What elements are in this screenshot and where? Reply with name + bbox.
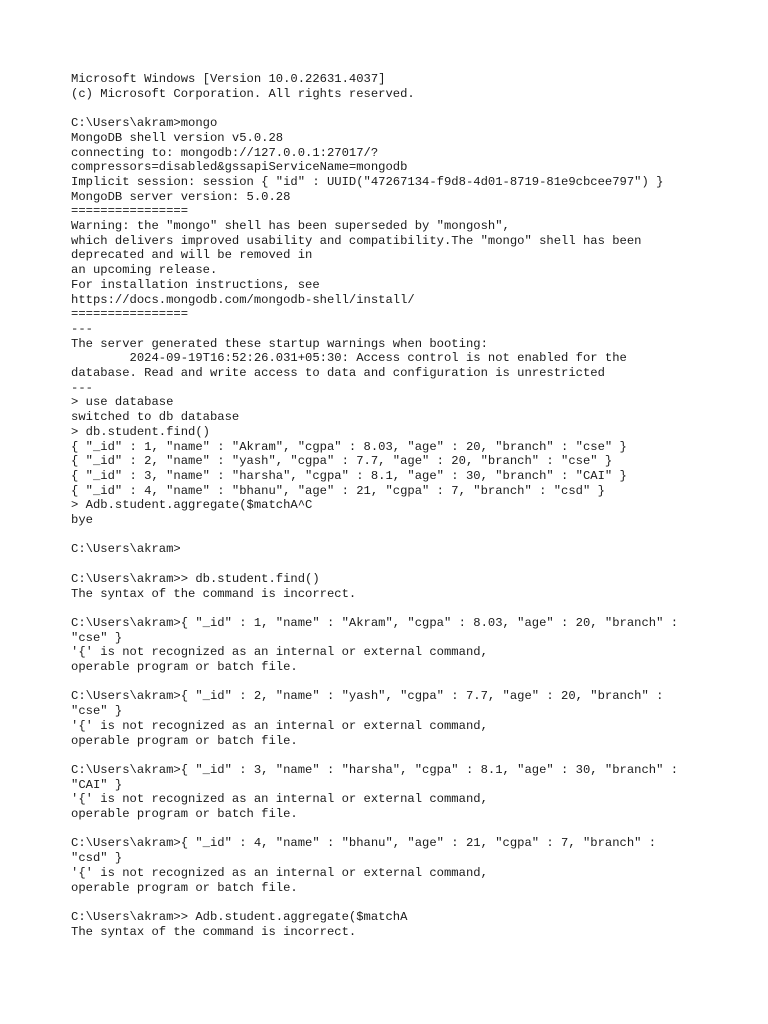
console-line: > use database bbox=[71, 395, 174, 410]
console-line: "csd" } bbox=[71, 851, 123, 866]
console-line: operable program or batch file. bbox=[71, 660, 298, 675]
console-line: { "_id" : 1, "name" : "Akram", "cgpa" : 8.03, "age" : 20, "branch" : "cse" } bbox=[71, 439, 627, 454]
console-line: '{' is not recognized as an internal or external command, bbox=[71, 792, 488, 807]
console-line: The server generated these startup warnings when booting: bbox=[71, 336, 488, 351]
console-line: C:\Users\akram> bbox=[71, 542, 181, 557]
console-line: deprecated and will be removed in bbox=[71, 248, 313, 263]
console-line: database. Read and write access to data and configuration is unrestricted bbox=[71, 366, 605, 381]
console-line: C:\Users\akram>> Adb.student.aggregate($matchA bbox=[71, 909, 408, 924]
console-line: MongoDB shell version v5.0.28 bbox=[71, 130, 284, 145]
console-line: C:\Users\akram>{ "_id" : 1, "name" : "Akram", "cgpa" : 8.03, "age" : 20, "branch" : bbox=[71, 615, 679, 630]
console-line: operable program or batch file. bbox=[71, 880, 298, 895]
console-line: bye bbox=[71, 513, 93, 528]
console-line: operable program or batch file. bbox=[71, 807, 298, 822]
console-line: --- bbox=[71, 380, 93, 395]
console-line: switched to db database bbox=[71, 410, 240, 425]
console-line: { "_id" : 3, "name" : "harsha", "cgpa" : 8.1, "age" : 30, "branch" : "CAI" } bbox=[71, 468, 627, 483]
console-line: connecting to: mongodb://127.0.0.1:27017/? bbox=[71, 145, 379, 160]
console-line: Implicit session: session { "id" : UUID("47267134-f9d8-4d01-8719-81e9cbcee797") } bbox=[71, 174, 664, 189]
console-line: compressors=disabled&gssapiServiceName=mongodb bbox=[71, 160, 408, 175]
console-line bbox=[71, 101, 731, 116]
console-line: --- bbox=[71, 321, 93, 336]
console-line bbox=[71, 601, 731, 616]
console-line: which delivers improved usability and compatibility.The "mongo" shell has been bbox=[71, 233, 642, 248]
console-line: > Adb.student.aggregate($matchA^C bbox=[71, 498, 313, 513]
console-line: > db.student.find() bbox=[71, 424, 210, 439]
console-line: C:\Users\akram>{ "_id" : 4, "name" : "bhanu", "age" : 21, "cgpa" : 7, "branch" : bbox=[71, 836, 657, 851]
console-line: { "_id" : 4, "name" : "bhanu", "age" : 21, "cgpa" : 7, "branch" : "csd" } bbox=[71, 483, 605, 498]
console-line: operable program or batch file. bbox=[71, 733, 298, 748]
console-line: '{' is not recognized as an internal or external command, bbox=[71, 645, 488, 660]
console-line: ================ bbox=[71, 307, 189, 322]
console-line: C:\Users\akram>{ "_id" : 3, "name" : "harsha", "cgpa" : 8.1, "age" : 30, "branch" : bbox=[71, 762, 679, 777]
console-line: MongoDB server version: 5.0.28 bbox=[71, 189, 291, 204]
console-line: https://docs.mongodb.com/mongodb-shell/install/ bbox=[71, 292, 415, 307]
console-line: an upcoming release. bbox=[71, 263, 218, 278]
console-line bbox=[71, 675, 731, 690]
console-line: "cse" } bbox=[71, 630, 123, 645]
console-line: '{' is not recognized as an internal or external command, bbox=[71, 718, 488, 733]
console-line: For installation instructions, see bbox=[71, 277, 320, 292]
console-line: (c) Microsoft Corporation. All rights reserved. bbox=[71, 86, 415, 101]
console-line: The syntax of the command is incorrect. bbox=[71, 924, 357, 939]
console-line bbox=[71, 895, 731, 910]
console-line: Microsoft Windows [Version 10.0.22631.4037] bbox=[71, 72, 386, 86]
console-line: ================ bbox=[71, 204, 189, 219]
console-line: C:\Users\akram>{ "_id" : 2, "name" : "yash", "cgpa" : 7.7, "age" : 20, "branch" : bbox=[71, 689, 664, 704]
console-transcript bbox=[71, 72, 731, 939]
console-line: 2024-09-19T16:52:26.031+05:30: Access control is not enabled for the bbox=[71, 351, 627, 366]
console-line: C:\Users\akram>mongo bbox=[71, 116, 218, 131]
console-line: "cse" } bbox=[71, 704, 123, 719]
console-line: C:\Users\akram>> db.student.find() bbox=[71, 571, 320, 586]
console-line: { "_id" : 2, "name" : "yash", "cgpa" : 7.7, "age" : 20, "branch" : "cse" } bbox=[71, 454, 613, 469]
console-line bbox=[71, 557, 731, 572]
console-line: The syntax of the command is incorrect. bbox=[71, 586, 357, 601]
console-line bbox=[71, 748, 731, 763]
console-line: "CAI" } bbox=[71, 777, 123, 792]
console-line: '{' is not recognized as an internal or external command, bbox=[71, 865, 488, 880]
console-line: Warning: the "mongo" shell has been superseded by "mongosh", bbox=[71, 219, 510, 234]
console-line bbox=[71, 528, 731, 543]
console-line bbox=[71, 822, 731, 837]
